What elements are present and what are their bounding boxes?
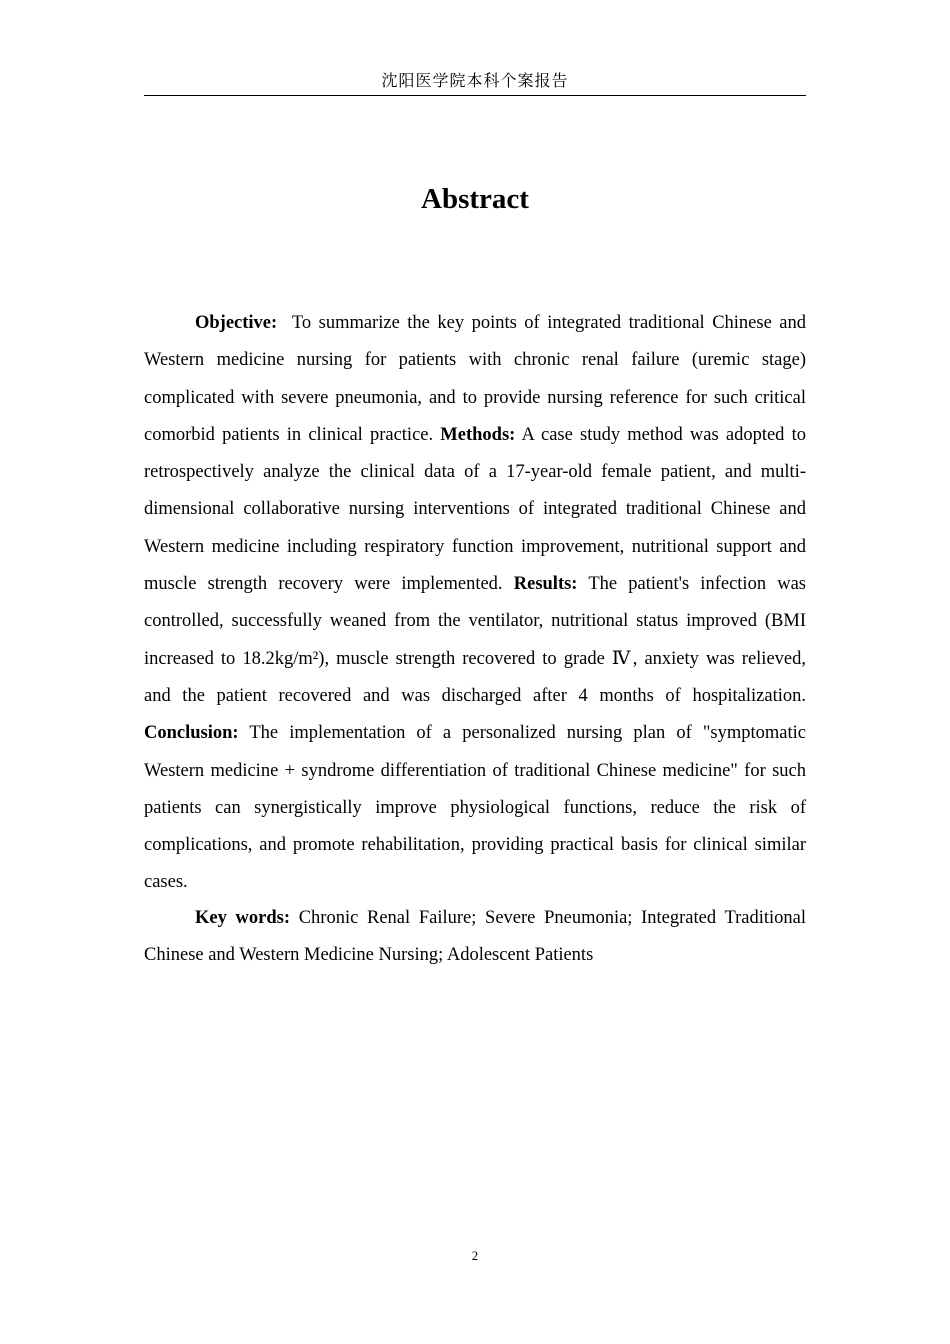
conclusion-text: The implementation of a personalized nursing plan of "symptomatic Western medicine + syndrome differentiation of traditional Chinese medicine" for such patients can synergistically improve physiological functions, reduce the risk of complications, and promote rehabilitation, providing practical basis for clinical similar cases.: [144, 723, 806, 893]
abstract-body: [144, 305, 806, 902]
keywords-text: Chronic Renal Failure; Severe Pneumonia; Integrated Traditional Chinese and Western Medicine Nursing; Adolescent Patients: [144, 908, 807, 966]
objective-text: To summarize the key points of integrated traditional Chinese and Western medicine nursing for patients with chronic renal failure (uremic stage) complicated with severe pneumonia, and to provide nursing reference for such critical comorbid patients in clinical practice.: [144, 313, 807, 445]
methods-label: Methods:: [440, 424, 516, 445]
methods-text: A case study method was adopted to retrospectively analyze the clinical data of a 17-year-old female patient, and multi-dimensional collaborative nursing interventions of integrated traditional Chinese and Western medicine including respiratory function improvement, nutritional support and muscle strength recovery were implemented.: [144, 424, 806, 595]
page-header: 沈阳医学院本科个案报告: [144, 68, 806, 96]
keywords-paragraph: [144, 900, 806, 975]
page-number: 2: [471, 1248, 479, 1263]
keywords-label: Key words:: [195, 908, 291, 928]
abstract-title: Abstract: [421, 183, 529, 215]
conclusion-label: Conclusion:: [144, 723, 239, 744]
results-text: The patient's infection was controlled, successfully weaned from the ventilator, nutritional status improved (BMI increased to 18.2kg/m²), muscle strength recovered to grade Ⅳ, anxiety was relieved, and the patient recovered and was discharged after 4 months of hospitalization.: [144, 574, 807, 706]
objective-label: Objective:: [195, 313, 278, 333]
results-label: Results:: [513, 574, 578, 595]
abstract-paragraph: [144, 305, 806, 902]
